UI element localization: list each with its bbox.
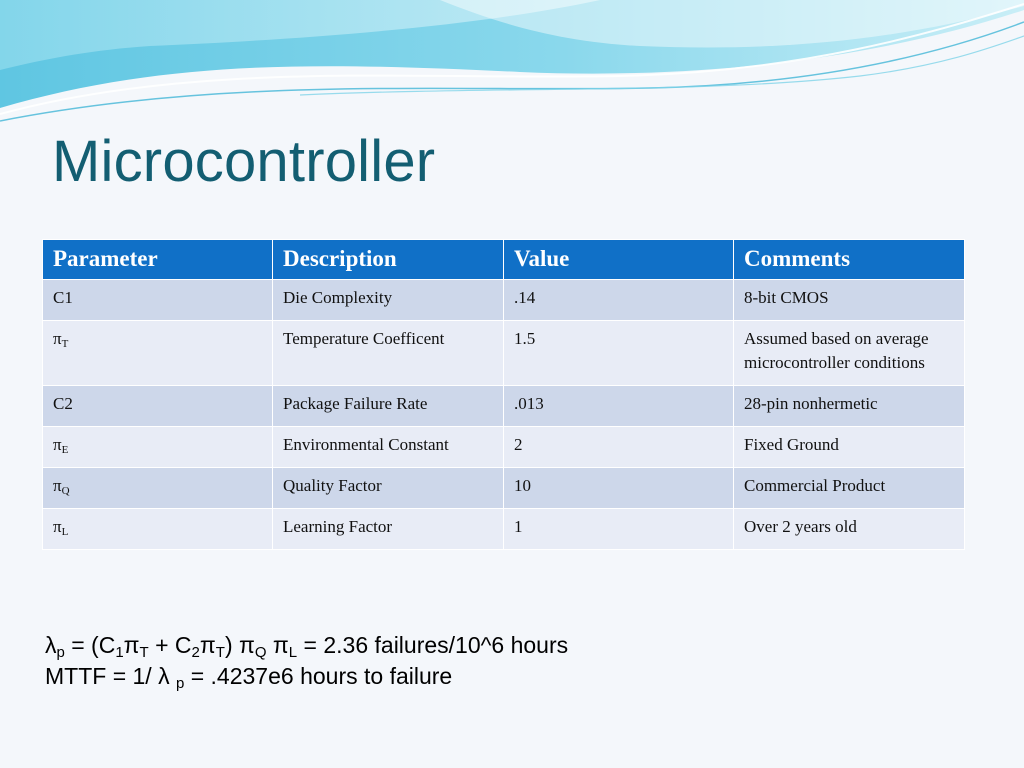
cell-description: Die Complexity — [273, 280, 504, 321]
table-row — [43, 509, 965, 550]
cell-parameter: $\pi_E$ — [43, 427, 273, 468]
table-row — [43, 321, 965, 386]
cell-description: Quality Factor — [273, 468, 504, 509]
cell-comments: 8-bit CMOS — [734, 280, 965, 321]
cell-comments: Assumed based on average microcontroller conditions — [734, 321, 965, 386]
failure-rate-formula: $\lambda_p = (C_1\pi_T + C_2\pi_T)$ $\pi_Q$ $\pi_L = 2.36$ failures/10^6 hours — [45, 632, 569, 661]
header-value: Value — [504, 240, 734, 280]
table-header-row — [43, 240, 965, 280]
cell-value: 10 — [504, 468, 734, 509]
cell-description: Environmental Constant — [273, 427, 504, 468]
table-row — [43, 427, 965, 468]
cell-parameter: $\pi_T$ — [43, 321, 273, 386]
cell-value: .013 — [504, 386, 734, 427]
cell-comments: Over 2 years old — [734, 509, 965, 550]
cell-parameter: C2 — [43, 386, 273, 427]
header-description: Description — [273, 240, 504, 280]
cell-value: 2 — [504, 427, 734, 468]
cell-description: Package Failure Rate — [273, 386, 504, 427]
header-comments: Comments — [734, 240, 965, 280]
cell-parameter: $\pi_L$ — [43, 509, 273, 550]
cell-comments: Commercial Product — [734, 468, 965, 509]
cell-comments: 28-pin nonhermetic — [734, 386, 965, 427]
table-row — [43, 280, 965, 321]
cell-parameter: $\pi_Q$ — [43, 468, 273, 509]
cell-parameter: C1 — [43, 280, 273, 321]
table-row — [43, 468, 965, 509]
formula-block — [45, 630, 568, 692]
cell-value: 1.5 — [504, 321, 734, 386]
header-parameter: Parameter — [43, 240, 273, 280]
cell-description: Temperature Coefficent — [273, 321, 504, 386]
parameter-table — [42, 239, 965, 550]
slide-title: Microcontroller — [52, 129, 436, 194]
cell-value: .14 — [504, 280, 734, 321]
table-row — [43, 386, 965, 427]
cell-comments: Fixed Ground — [734, 427, 965, 468]
decorative-wave-banner — [0, 0, 1024, 125]
cell-value: 1 — [504, 509, 734, 550]
mttf-formula: MTTF = 1/ λ $_p$ = .4237e6 hours to failure — [45, 663, 453, 692]
cell-description: Learning Factor — [273, 509, 504, 550]
